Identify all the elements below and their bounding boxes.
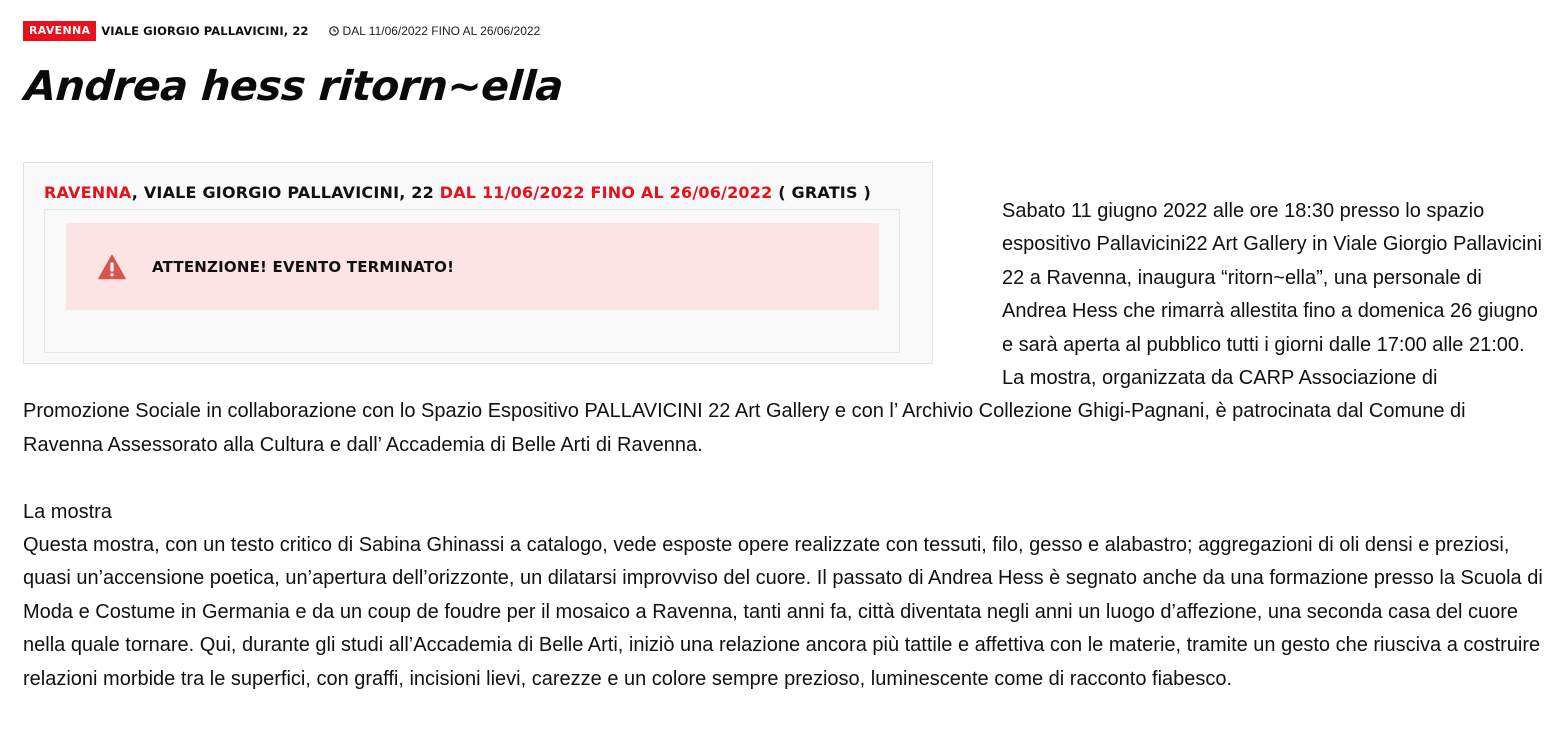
event-meta-bar — [23, 21, 540, 41]
event-address: , VIALE GIORGIO PALLAVICINI, 22 — [131, 183, 434, 202]
page-title: Andrea hess ritorn~ella — [23, 62, 565, 110]
article-intro-paragraph: Sabato 11 giugno 2022 alle ore 18:30 presso lo spazio espositivo Pallavicini22 Art Gallery in Viale Giorgio Pallavicini 22 a Ravenna, inaugura “ritorn~ella”, una personale di Andrea Hess che rimarrà allestita fino a domenica 26 giugno e sarà aperta al pubblico tutti i giorni dalle 17:00 alle 21:00. — [1002, 200, 1542, 356]
article-description-paragraph: Questa mostra, con un testo critico di Sabina Ghinassi a catalogo, vede esposte opere realizzate con tessuti, filo, gesso e alabastro; aggregazioni di oli densi e preziosi, quasi un’accensione poetica, un’apertura dell’orizzonte, un dilatarsi improvviso del cuore. Il passato di Andrea Hess è segnato anche da una formazione presso la Scuola di Moda e Costume in Germania e da un coup de foudre per il mosaico a Ravenna, tanti anni fa, città diventata negli anni un luogo d’affezione, una seconda casa del cuore nella quale tornare. Qui, durante gli studi all’Accademia di Belle Arti, iniziò una relazione ancora più tattile e affettiva con le materie, tramite un gesto che riusciva a costruire relazioni morbide tra le superfici, con graffi, incisioni lievi, carezze e un colore sempre prezioso, luminescente come di racconto fiabesco. — [23, 534, 1543, 690]
event-dates — [329, 24, 541, 38]
address-link[interactable]: VIALE GIORGIO PALLAVICINI, 22 — [101, 24, 309, 38]
clock-icon — [329, 26, 339, 36]
article-organization-paragraph: La mostra, organizzata da CARP Associazione di Promozione Sociale in collaborazione con lo Spazio Espositivo PALLAVICINI 22 Art Gallery e con l’ Archivio Collezione Ghigi-Pagnani, è patrocinata dal Comune di Ravenna Assessorato alla Cultura e dall’ Accademia di Belle Arti di Ravenna. — [23, 367, 1466, 456]
event-price: ( GRATIS ) — [778, 183, 871, 202]
article-section-heading: La mostra — [23, 500, 112, 523]
article-body — [23, 195, 1543, 696]
article-float-spacer — [23, 195, 1002, 395]
event-dates-text: DAL 11/06/2022 FINO AL 26/06/2022 — [342, 24, 541, 38]
event-city[interactable]: RAVENNA — [44, 183, 132, 202]
city-tag[interactable]: RAVENNA — [23, 21, 96, 41]
event-dates-range: DAL 11/06/2022 FINO AL 26/06/2022 — [439, 183, 773, 202]
alert-text: ATTENZIONE! EVENTO TERMINATO! — [152, 257, 455, 276]
paragraph-gap — [23, 462, 1543, 495]
